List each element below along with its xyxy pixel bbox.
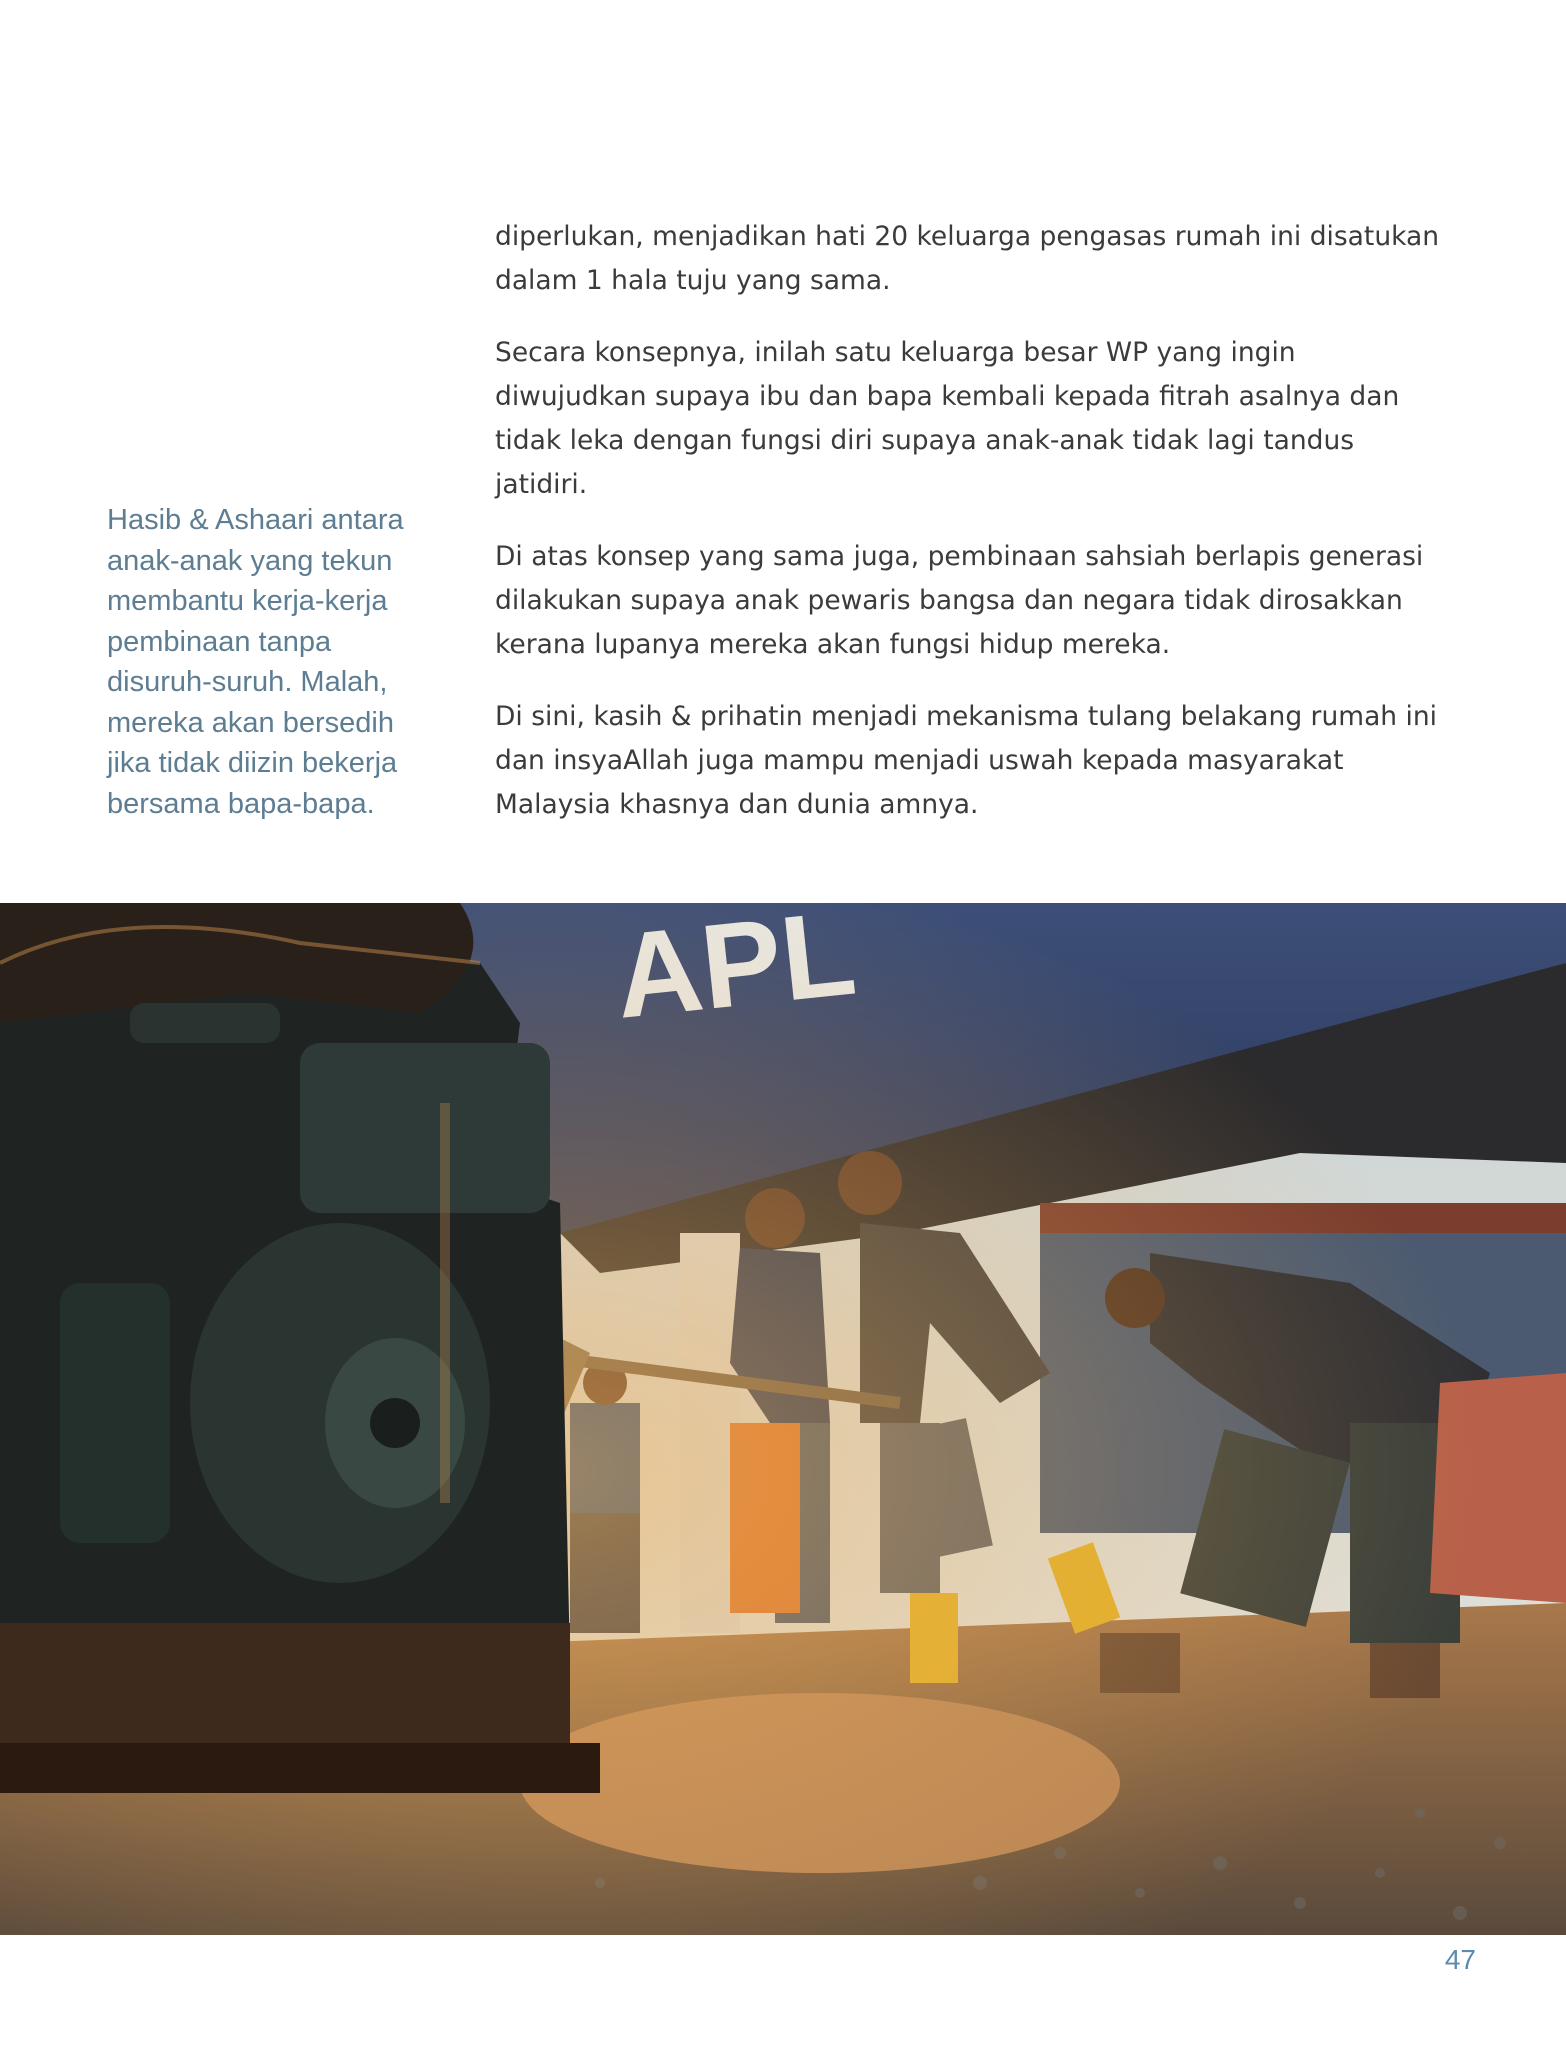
caption-line: anak-anak yang tekun <box>107 544 393 577</box>
paragraph-line: tidak leka dengan fungsi diri supaya anak-anak tidak lagi tandus <box>495 425 1355 456</box>
photo-caption <box>107 500 447 824</box>
paragraph <box>495 215 1495 303</box>
caption-line: bersama bapa-bapa. <box>107 787 375 820</box>
paragraph-line: dilakukan supaya anak pewaris bangsa dan negara tidak dirosakkan <box>495 585 1403 616</box>
caption-line: mereka akan bersedih <box>107 706 394 739</box>
paragraph-line: Secara konsepnya, inilah satu keluarga besar WP yang ingin <box>495 337 1296 368</box>
engine-machine <box>0 903 600 1793</box>
page-number: 47 <box>1444 1944 1476 1975</box>
paragraph <box>495 331 1495 507</box>
paragraph <box>495 695 1495 827</box>
paragraph-line: kerana lupanya mereka akan fungsi hidup mereka. <box>495 629 1171 660</box>
paragraph-line: Malaysia khasnya dan dunia amnya. <box>495 789 979 820</box>
caption-line: disuruh-suruh. Malah, <box>107 666 388 698</box>
caption-line: pembinaan tanpa <box>107 625 332 658</box>
caption-line: membantu kerja-kerja <box>107 585 388 617</box>
paragraph <box>495 535 1495 667</box>
caption-line: jika tidak diizin bekerja <box>107 747 398 779</box>
paragraph-line: diperlukan, menjadikan hati 20 keluarga pengasas rumah ini disatukan <box>495 221 1440 252</box>
paragraph-line: dalam 1 hala tuju yang sama. <box>495 265 891 296</box>
paragraph-line: Di sini, kasih & prihatin menjadi mekanisma tulang belakang rumah ini <box>495 701 1438 732</box>
paragraph-line: dan insyaAllah juga mampu menjadi uswah kepada masyarakat <box>495 745 1344 776</box>
construction-photo <box>0 903 1566 1935</box>
article-body <box>495 215 1495 855</box>
paragraph-line: jatidiri. <box>495 469 588 500</box>
paragraph-line: diwujudkan supaya ibu dan bapa kembali kepada fitrah asalnya dan <box>495 381 1400 412</box>
caption-line: Hasib & Ashaari antara <box>107 504 404 536</box>
paragraph-line: Di atas konsep yang sama juga, pembinaan sahsiah berlapis generasi <box>495 541 1424 572</box>
